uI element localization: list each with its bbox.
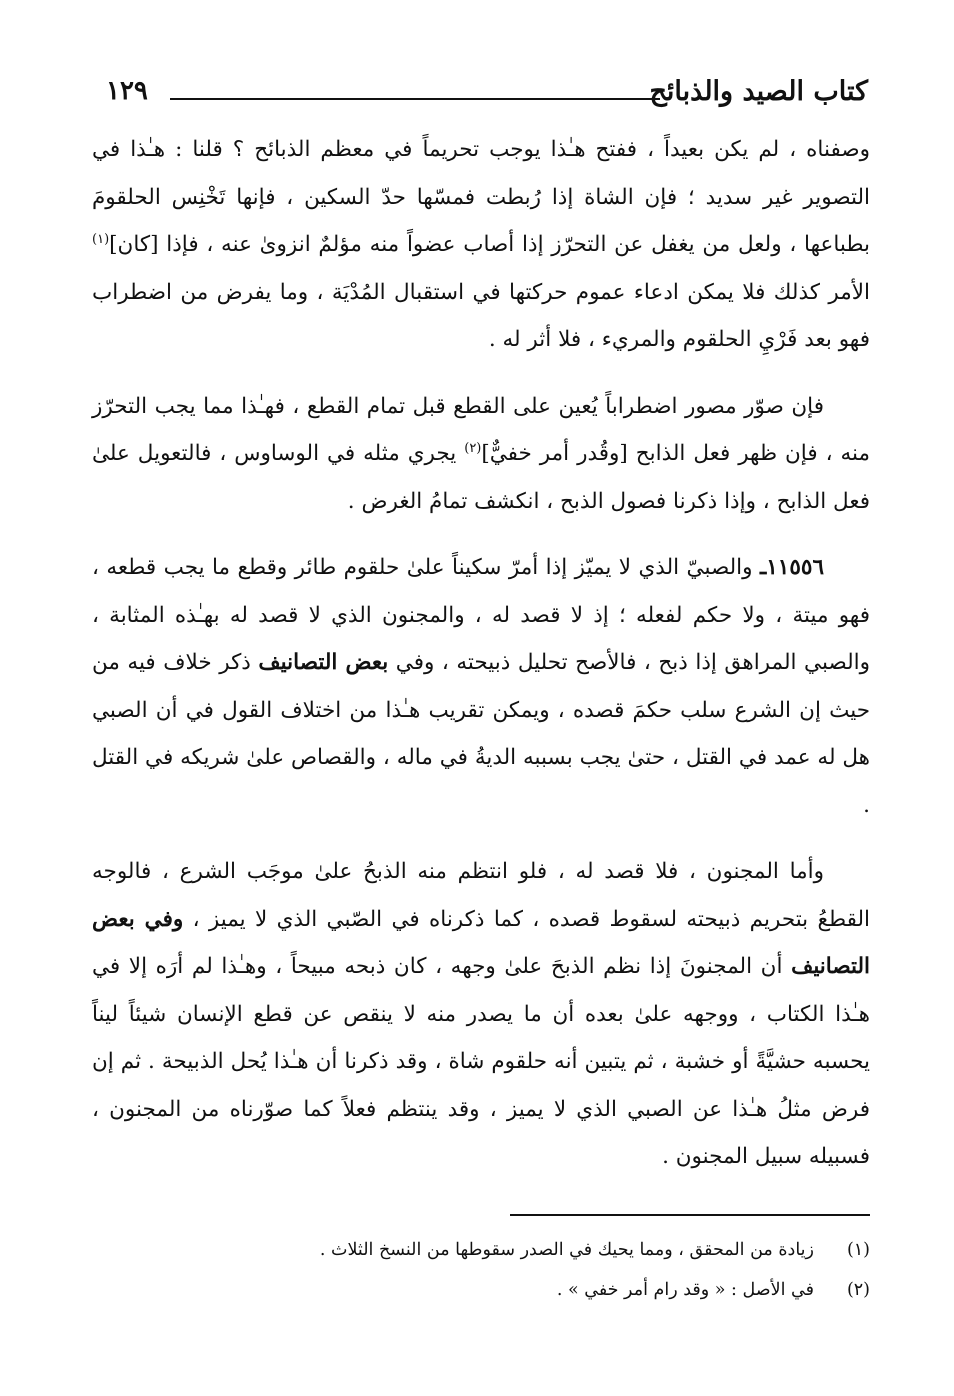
footnote-2 [92, 1270, 870, 1310]
paragraph-1-text: وصفناه ، لم يكن بعيداً ، ففتح هـٰذا يوجب تحريماً في معظم الذبائح ؟ قلنا : هـٰذا في التصوير غير سديد ؛ فإن الشاة إذا رُبطت فمسّها حدّ السكين ، فإنها تَخْنِس الحلقومَ بطباعها ، ولعل من يغفل عن التحرّز إذا أصاب عضواً منه مؤلمٌ انزوىٰ عنه ، فإذا [كان] [92, 137, 870, 257]
footnote-2-number: (٢) [846, 1280, 870, 1300]
paragraph-3-bold: بعض التصانيف [258, 650, 389, 675]
paragraph-2-text: فإن صوّر مصور اضطراباً يُعين على القطع قبل تمام القطع ، فهـٰذا مما يجب التحرّز منه ، فإن ظهر فعل الذابح [وقُدر أمر خفيٌّ] [92, 393, 870, 466]
footnote-1-number: (١) [846, 1240, 870, 1260]
footnote-ref-1: (١) [92, 231, 110, 247]
footnote-ref-2: (٢) [464, 440, 482, 456]
footnote-separator [510, 1214, 870, 1216]
paragraph-4-bold: وفي بعض التصانيف [92, 906, 870, 979]
header-rule [170, 98, 660, 100]
paragraph-4-text-cont: أن المجنونَ إذا نظم الذبحَ علىٰ وجهه ، كان ذبحه مبيحاً ، وهـٰذا لم أرَه إلا في هـٰذا الكتاب ، ووجهه علىٰ بعده أن ما يصدر منه لا ينقص عن قطع الإنسان شيئاً ليناً يحسبه حشيَّةً أو خشبة ، ثم يتبين أنه حلقوم شاة ، وقد ذكرنا أن هـٰذا يُحل الذبيحة . ثم إن فرض مثلُ هـٰذا عن الصبي الذي لا يميز ، وقد ينتظم فعلاً كما صوّرناه من المجنون ، فسبيله سبيل المجنون . [92, 954, 870, 1169]
running-header [98, 74, 868, 114]
paragraph-2 [92, 383, 870, 526]
footnote-2-text: في الأصل : « وقد رام أمر خفي » . [556, 1280, 814, 1300]
main-text [92, 126, 870, 1200]
footnote-1-text: زيادة من المحقق ، ومما يحيك في الصدر سقوطها من النسخ الثلاث . [319, 1240, 814, 1260]
footnote-1 [92, 1230, 870, 1270]
paragraph-3 [92, 544, 870, 829]
paragraph-1-text-cont: الأمر كذلك فلا يمكن ادعاء عموم حركتها في استقبال المُدْيَة ، وما يفرض من اضطراب فهو بعد فَرْيِ الحلقوم والمريء ، فلا أثر له . [92, 279, 870, 352]
footnotes [92, 1230, 870, 1310]
paragraph-3-text: والصبيّ الذي لا يميّز إذا أمرّ سكيناً علىٰ حلقوم طائر وقطع ما يجب قطعه ، فهو ميتة ، ولا حكم لفعله ؛ إذ لا قصد له ، والمجنون الذي لا قصد له بهـٰذه المثابة ، والصبي المراهق إذا ذبح ، فالأصح تحليل ذبيحته ، وفي [92, 555, 870, 675]
paragraph-1 [92, 126, 870, 364]
page-number: ١٢٩ [106, 76, 148, 106]
issue-number: ١١٥٥٦ـ [759, 555, 824, 580]
paragraph-4-text: وأما المجنون ، فلا قصد له ، فلو انتظم منه الذبحُ علىٰ موجَب الشرع ، فالوجه القطعُ بتحريم ذبيحته لسقوط قصده ، كما ذكرناه في الصّبي الذي لا يميز ، [92, 859, 870, 932]
paragraph-4 [92, 848, 870, 1181]
chapter-title: كتاب الصيد والذبائح [649, 76, 868, 107]
paragraph-3-text-cont: ذكر خلاف فيه من حيث إن الشرع سلب حكمَ قصده ، ويمكن تقريب هـٰذا من اختلاف القول في أن الصبي هل له عمد في القتل ، حتىٰ يجب بسببه الديةُ في ماله ، والقصاص علىٰ شريكه في القتل . [92, 650, 870, 818]
paragraph-2-text-cont: يجري مثله في الوساوس ، فالتعويل علىٰ فعل الذابح ، وإذا ذكرنا فصول الذبح ، انكشف تمامُ الغرض . [92, 441, 870, 514]
